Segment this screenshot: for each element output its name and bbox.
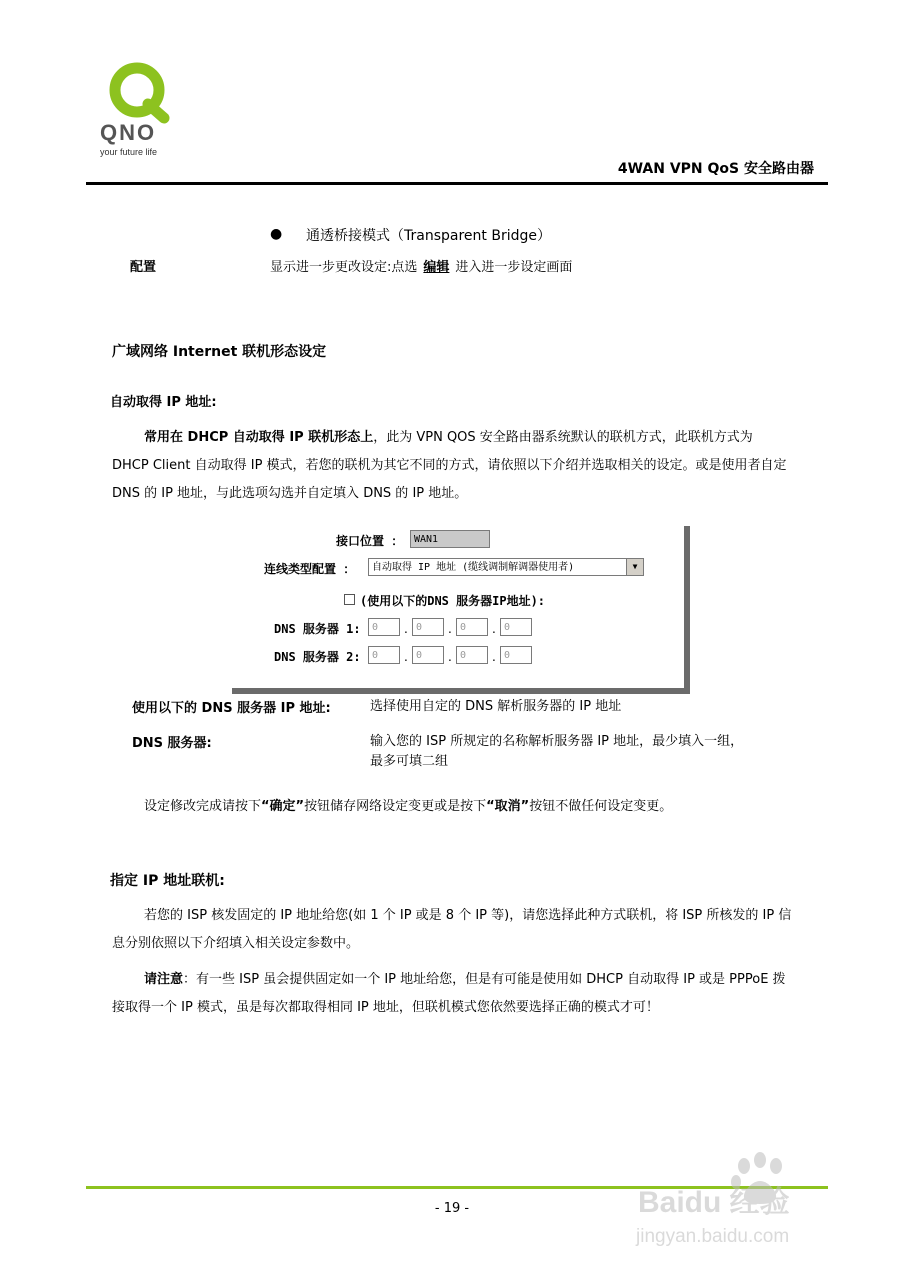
use-dns-term: 使用以下的 DNS 服务器 IP 地址: [132,701,331,716]
config-description [270,258,572,278]
edit-link[interactable]: 编辑 [423,260,450,275]
auto-ip-text: ，此为 VPN QOS 安全路由器系统默认的联机方式，此联机方式为 DHCP Client 自动取得 IP 模式，若您的联机为其它不同的方式，请依照以下介绍并选取相关的设定。或是使用者自定 DNS 的 IP 地址，与此选项勾选并自定填入 DNS 的 IP 地址。 [112,430,787,501]
svg-text:your future life: your future life [100,147,158,157]
save-note-prefix: 设定修改完成请按下 [144,799,262,814]
conn-type-label: 连线类型配置 ： [264,562,356,576]
static-ip-heading: 指定 IP 地址联机: [110,873,225,889]
conn-type-value: 自动取得 IP 地址 (缆线调制解调器使用者) [372,562,575,573]
save-note-suffix: 按钮不做任何设定变更。 [529,799,673,814]
qno-logo [100,60,180,160]
dns2-octet-4[interactable]: 0 [500,646,532,664]
dns2-dot: . [448,650,452,664]
interface-field: WAN1 [410,530,490,548]
bullet-icon: ● [270,226,283,242]
auto-ip-lead: 常用在 DHCP 自动取得 IP 联机形态上 [144,430,374,445]
dns1-octet-1[interactable]: 0 [368,618,400,636]
header-divider [86,182,828,185]
dns2-octet-3[interactable]: 0 [456,646,488,664]
wan-settings-form [232,526,690,694]
save-note-middle: 按钮储存网络设定变更或是按下 [304,799,487,814]
product-title: 4WAN VPN QoS 安全路由器 [617,161,814,177]
section-heading: 广域网络 Internet 联机形态设定 [112,344,327,360]
bridge-mode-text: 通透桥接模式（Transparent Bridge） [306,228,551,244]
dns1-octet-4[interactable]: 0 [500,618,532,636]
dns2-octet-1[interactable]: 0 [368,646,400,664]
note-text: ：有一些 ISP 虽会提供固定如一个 IP 地址给您，但是有可能是使用如 DHCP 自动取得 IP 或是 PPPoE 拨接取得一个 IP 模式，虽是每次都取得相同 IP 地址，但联机模式您依然要选择正确的模式才可！ [112,972,786,1015]
auto-ip-paragraph [112,424,792,508]
save-note [144,797,672,817]
use-dns-checkbox[interactable] [344,594,355,605]
dns1-dot: . [404,622,408,636]
use-dns-label: (使用以下的DNS 服务器IP地址): [360,594,546,608]
use-dns-desc: 选择使用自定的 DNS 解析服务器的 IP 地址 [370,699,622,714]
dns2-octet-2[interactable]: 0 [412,646,444,664]
dns2-dot: . [492,650,496,664]
chevron-down-icon[interactable]: ▼ [626,559,643,575]
conn-type-select[interactable] [368,558,644,576]
dns1-octet-2[interactable]: 0 [412,618,444,636]
dns1-octet-3[interactable]: 0 [456,618,488,636]
config-desc-prefix: 显示进一步更改设定:点选 [270,260,418,275]
auto-ip-heading: 自动取得 IP 地址: [110,395,217,410]
static-ip-note [112,966,792,1022]
dns2-label: DNS 服务器 2: [274,650,361,664]
dns-server-desc-line2: 最多可填二组 [370,754,449,769]
static-ip-text: 若您的 ISP 核发固定的 IP 地址给您(如 1 个 IP 或是 8 个 IP 等)，请您选择此种方式联机，将 ISP 所核发的 IP 信息分别依照以下介绍填入相关设定参数中。 [112,908,792,951]
note-label: 请注意 [144,972,184,987]
static-ip-paragraph [112,902,792,958]
dns1-dot: . [492,622,496,636]
baidu-watermark [632,1146,832,1256]
config-desc-suffix: 进入进一步设定画面 [455,260,573,275]
dns-server-term: DNS 服务器: [132,736,212,751]
dns1-dot: . [448,622,452,636]
dns1-label: DNS 服务器 1: [274,622,361,636]
cancel-label: “取消” [486,799,530,814]
svg-text:Baidu 经验: Baidu 经验 [638,1186,790,1219]
ok-label: “确定” [261,799,305,814]
dns2-dot: . [404,650,408,664]
page-number: - 19 - [434,1201,470,1216]
interface-label: 接口位置 ： [336,534,404,548]
svg-text:jingyan.baidu.com: jingyan.baidu.com [636,1226,790,1247]
config-label: 配置 [130,260,157,275]
svg-text:QNO: QNO [100,120,157,145]
dns-server-desc-line1: 输入您的 ISP 所规定的名称解析服务器 IP 地址，最少填入一组， [370,734,744,749]
